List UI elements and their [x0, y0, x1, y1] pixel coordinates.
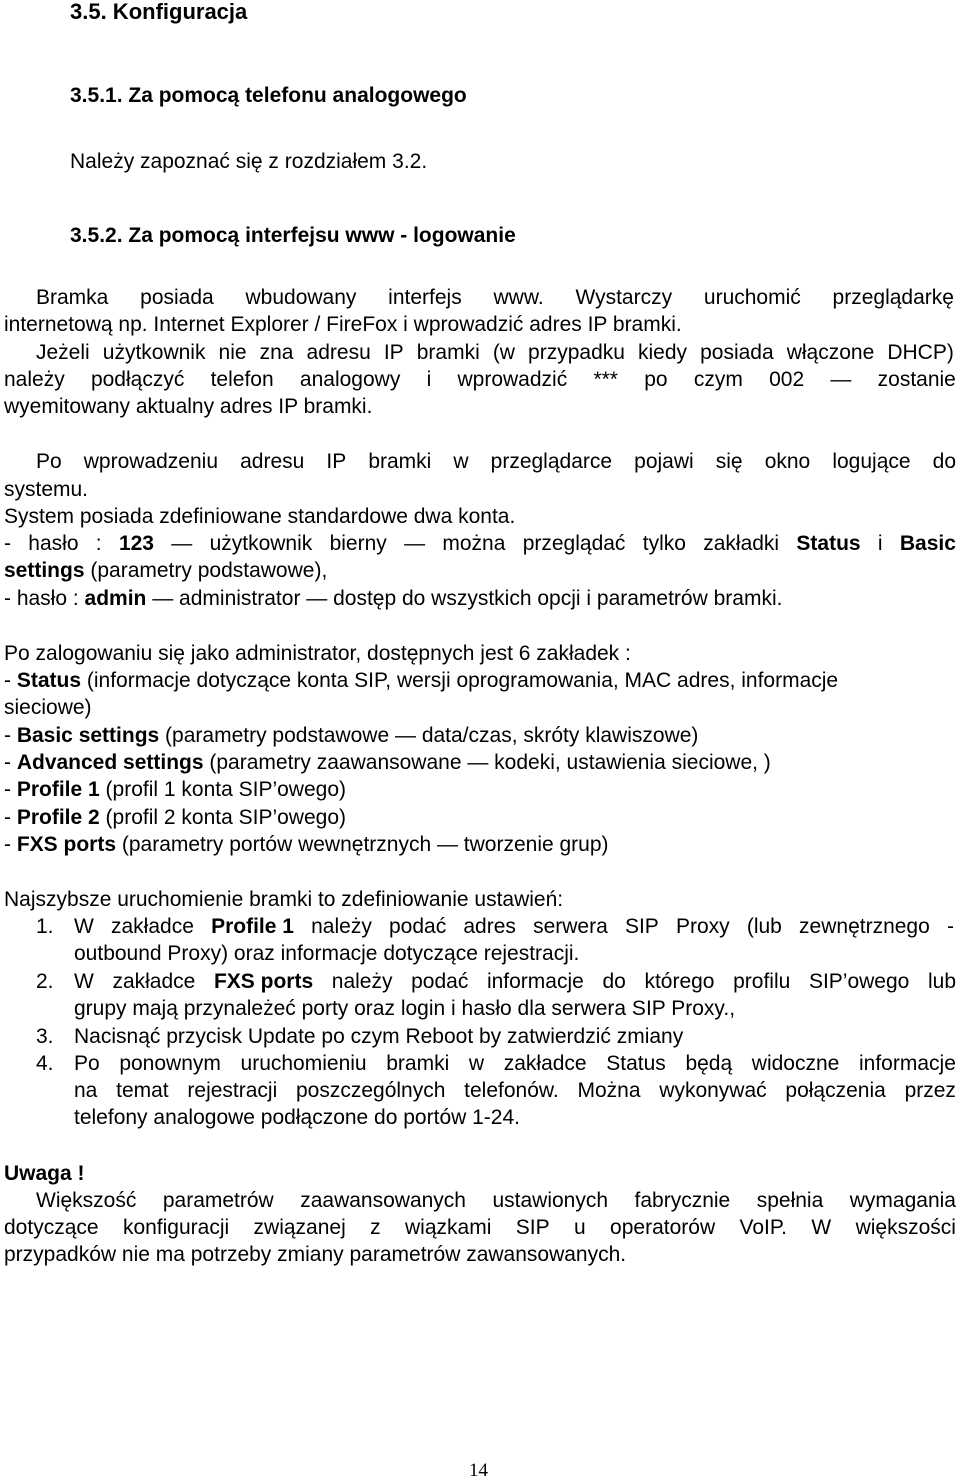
- paragraph-line: systemu.: [4, 478, 89, 501]
- word: FXS ports: [213, 970, 314, 993]
- step-2-line: [74, 968, 956, 996]
- word: będą: [685, 1052, 733, 1075]
- paragraph-line: [36, 284, 954, 312]
- word: zakładce: [112, 970, 196, 993]
- word: przypadku: [528, 341, 625, 364]
- word: się: [715, 450, 743, 473]
- word: bierny: [329, 532, 387, 555]
- word: SIP: [515, 1216, 550, 1239]
- reference-note: Należy zapoznać się z rozdziałem 3.2.: [70, 150, 428, 173]
- word: dotyczące: [4, 1216, 99, 1239]
- word: rejestracji: [187, 1079, 278, 1102]
- word: telefonów.: [464, 1079, 559, 1102]
- word: interfejs: [388, 286, 462, 309]
- tab-item-prefix: -: [4, 778, 17, 801]
- tab-description: (profil 1 konta SIP’owego): [99, 778, 346, 801]
- section-heading: 3.5. Konfiguracja: [70, 0, 248, 24]
- tab-name: Status: [16, 669, 82, 692]
- word: DHCP): [887, 341, 954, 364]
- word: na: [74, 1079, 98, 1102]
- word: okno: [764, 450, 811, 473]
- paragraph-line: [36, 448, 956, 476]
- tab-description: (parametry zaawansowane — kodeki, ustawienia sieciowe, ): [203, 751, 771, 774]
- tab-description: (informacje dotyczące konta SIP, wersji oprogramowania, MAC adres, informacje: [81, 669, 839, 692]
- word: włączone: [786, 341, 875, 364]
- word: logujące: [832, 450, 911, 473]
- step-1-line: outbound Proxy) oraz informacje dotyczące rejestracji.: [74, 942, 580, 965]
- word: parametrów: [162, 1189, 274, 1212]
- word: pojawi: [634, 450, 694, 473]
- note-line: [4, 1214, 956, 1242]
- word: związanej: [253, 1216, 346, 1239]
- word: informacje: [859, 1052, 956, 1075]
- tab-list-item: [4, 694, 92, 722]
- word: zewnętrznego: [799, 915, 930, 938]
- subsection-heading-analog-phone: 3.5.1. Za pomocą telefonu analogowego: [70, 84, 467, 107]
- tabs-intro: Po zalogowaniu się jako administrator, dostępnych jest 6 zakładek :: [4, 642, 631, 665]
- word: telefon: [210, 368, 274, 391]
- word: i: [877, 532, 883, 555]
- word: Profile 1: [211, 915, 294, 938]
- word: wbudowany: [245, 286, 357, 309]
- word: SIP’owego: [808, 970, 910, 993]
- word: :: [95, 532, 102, 555]
- account-guest-line: [4, 530, 956, 558]
- account-guest-line: [4, 557, 327, 585]
- admin-password: admin: [84, 587, 147, 610]
- word: zaawansowanych: [300, 1189, 466, 1212]
- word: połączenia: [785, 1079, 886, 1102]
- word: wprowadzeniu: [83, 450, 219, 473]
- step-1-line: [74, 913, 954, 941]
- word: bramki: [386, 1052, 450, 1075]
- word: Status: [796, 532, 861, 555]
- word: Można: [577, 1079, 641, 1102]
- word: zakładce: [503, 1052, 587, 1075]
- word: temat: [116, 1079, 169, 1102]
- word: 123: [118, 532, 154, 555]
- tab-item-prefix: -: [4, 806, 17, 829]
- note-line: przypadków nie ma potrzeby zmiany parametrów zawansowanych.: [4, 1243, 627, 1266]
- word: wymagania: [849, 1189, 956, 1212]
- paragraph-line: [4, 366, 956, 394]
- word: należy: [4, 368, 65, 391]
- tab-item-prefix: -: [4, 751, 17, 774]
- word: 002: [769, 368, 805, 391]
- note-line: [36, 1187, 956, 1215]
- word: -: [946, 915, 954, 938]
- word: w: [453, 450, 469, 473]
- tab-list-item: [4, 831, 609, 859]
- word: operatorów: [610, 1216, 716, 1239]
- word: czym: [693, 368, 743, 391]
- word: adresu: [306, 341, 371, 364]
- tab-description: (parametry podstawowe — data/czas, skróty klawiszowe): [159, 724, 699, 747]
- tab-name: FXS ports: [16, 833, 117, 856]
- tab-name: Profile 2: [16, 806, 100, 829]
- word: hasło: [28, 532, 79, 555]
- word: widoczne: [751, 1052, 840, 1075]
- word: W: [74, 915, 94, 938]
- word: w: [468, 1052, 485, 1075]
- word: —: [171, 532, 193, 555]
- word: Po: [36, 450, 62, 473]
- word: bramki: [368, 450, 432, 473]
- word: wiązkami: [405, 1216, 492, 1239]
- word: serwera: [533, 915, 608, 938]
- word: u: [573, 1216, 586, 1239]
- word: użytkownik: [102, 341, 206, 364]
- word: Po: [74, 1052, 100, 1075]
- word: IP: [326, 450, 347, 473]
- step-3-line: Nacisnąć przycisk Update po czym Reboot by zatwierdzić zmiany: [74, 1025, 684, 1048]
- tab-name: Profile 1: [16, 778, 100, 801]
- word: informacje: [486, 970, 584, 993]
- tab-list-item: [4, 749, 771, 777]
- word: uruchomić: [703, 286, 801, 309]
- tab-list-item: [4, 804, 346, 832]
- step-4-line: telefony analogowe podłączone do portów 1-24.: [74, 1106, 520, 1129]
- paragraph-line: internetową np. Internet Explorer / FireFox i wprowadzić adres IP bramki.: [4, 313, 682, 336]
- word: uruchomieniu: [240, 1052, 367, 1075]
- note-title: Uwaga !: [4, 1162, 85, 1185]
- tab-name: Advanced settings: [16, 751, 204, 774]
- word: adresu: [240, 450, 305, 473]
- account-guest-desc: (parametry podstawowe),: [84, 559, 328, 582]
- word: zna: [259, 341, 294, 364]
- word: —: [404, 532, 426, 555]
- word: analogowy: [299, 368, 401, 391]
- word: większości: [855, 1216, 956, 1239]
- word: -: [4, 532, 11, 555]
- word: wykonywać: [659, 1079, 767, 1102]
- basic-settings-label: settings: [4, 559, 85, 582]
- account-admin-line: [4, 585, 782, 613]
- word: Większość: [36, 1189, 137, 1212]
- paragraph-line: wyemitowany aktualny adres IP bramki.: [4, 395, 373, 418]
- word: poszczególnych: [296, 1079, 446, 1102]
- word: posiada: [140, 286, 214, 309]
- word: do: [932, 450, 956, 473]
- word: przez: [904, 1079, 956, 1102]
- word: ustawionych: [492, 1189, 609, 1212]
- word: i: [426, 368, 432, 391]
- word: zostanie: [877, 368, 956, 391]
- word: fabrycznie: [634, 1189, 731, 1212]
- step-4-line: [74, 1050, 956, 1078]
- tab-description: (parametry portów wewnętrznych — tworzenie grup): [116, 833, 609, 856]
- step-4-line: [74, 1077, 956, 1105]
- word: adres: [463, 915, 516, 938]
- word: przeglądarkę: [832, 286, 954, 309]
- step-number: 3.: [36, 1025, 54, 1048]
- word: IP: [383, 341, 404, 364]
- step-2-line: grupy mają przynależeć porty oraz login i hasło dla serwera SIP Proxy.,: [74, 997, 736, 1020]
- word: profilu: [733, 970, 791, 993]
- word: przeglądarce: [490, 450, 613, 473]
- word: po: [644, 368, 668, 391]
- word: tylko: [642, 532, 686, 555]
- tab-description: sieciowe): [4, 696, 92, 719]
- step-number: 2.: [36, 970, 54, 993]
- word: ponownym: [119, 1052, 221, 1075]
- word: Basic: [899, 532, 956, 555]
- word: ***: [593, 368, 618, 391]
- word: należy: [311, 915, 372, 938]
- quick-start-intro: Najszybsze uruchomienie bramki to zdefiniowanie ustawień:: [4, 888, 564, 911]
- word: użytkownik: [209, 532, 313, 555]
- word: zakładce: [111, 915, 194, 938]
- word: lub: [927, 970, 956, 993]
- word: —: [830, 368, 852, 391]
- word: www.: [493, 286, 544, 309]
- word: bramki: [416, 341, 480, 364]
- tab-list-item: [4, 722, 698, 750]
- word: Jeżeli: [36, 341, 90, 364]
- word: W: [811, 1216, 832, 1239]
- word: W: [74, 970, 94, 993]
- word: spełnia: [756, 1189, 824, 1212]
- word: VoIP.: [739, 1216, 787, 1239]
- word: posiada: [700, 341, 774, 364]
- word: przeglądać: [522, 532, 626, 555]
- tab-list-item: [4, 776, 346, 804]
- page-number: 14: [469, 1460, 488, 1481]
- word: (lub: [746, 915, 782, 938]
- tab-item-prefix: -: [4, 669, 17, 692]
- word: zakładki: [703, 532, 780, 555]
- subsection-heading-www: 3.5.2. Za pomocą interfejsu www - logowanie: [70, 224, 516, 247]
- word: z: [370, 1216, 381, 1239]
- word: Proxy: [675, 915, 730, 938]
- word: do: [602, 970, 626, 993]
- tab-item-prefix: -: [4, 724, 17, 747]
- word: podać: [411, 970, 469, 993]
- word: którego: [644, 970, 715, 993]
- word: podłączyć: [90, 368, 185, 391]
- word: kiedy: [638, 341, 688, 364]
- word: można: [442, 532, 506, 555]
- step-number: 4.: [36, 1052, 54, 1075]
- word: należy: [331, 970, 393, 993]
- tab-item-prefix: -: [4, 833, 17, 856]
- word: nie: [218, 341, 247, 364]
- word: SIP: [624, 915, 659, 938]
- tab-name: Basic settings: [16, 724, 160, 747]
- paragraph-line: System posiada zdefiniowane standardowe dwa konta.: [4, 505, 516, 528]
- word: wprowadzić: [457, 368, 568, 391]
- word: (w: [492, 341, 515, 364]
- step-number: 1.: [36, 915, 54, 938]
- word: konfiguracji: [122, 1216, 230, 1239]
- word: Wystarczy: [575, 286, 673, 309]
- word: Bramka: [36, 286, 109, 309]
- account-admin-desc: — administrator — dostęp do wszystkich opcji i parametrów bramki.: [146, 587, 783, 610]
- paragraph-line: [36, 339, 954, 367]
- word: podać: [388, 915, 447, 938]
- tab-description: (profil 2 konta SIP’owego): [99, 806, 346, 829]
- tab-list-item: [4, 667, 838, 695]
- word: Status: [606, 1052, 666, 1075]
- password-prefix: - hasło :: [4, 587, 85, 610]
